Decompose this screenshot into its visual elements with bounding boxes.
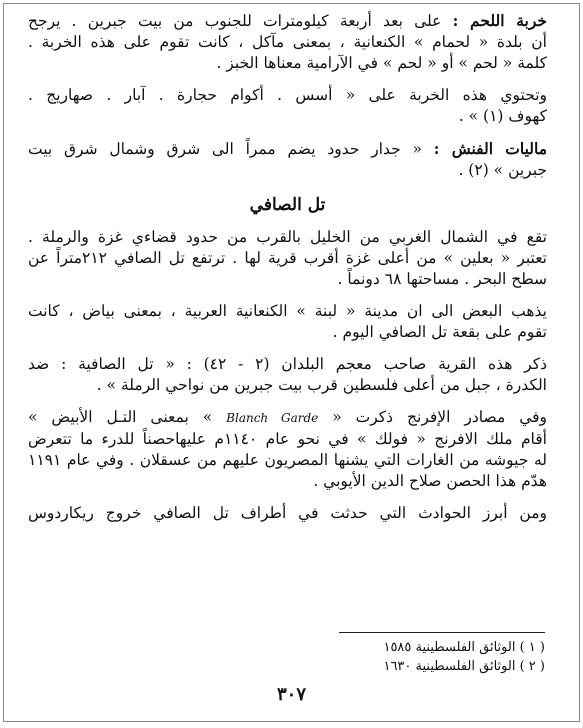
footnotes [383, 638, 545, 676]
page-number: ٣٠٧ [276, 684, 306, 705]
paragraph-1-line-1: تقع في الشمال الغربي من الخليل بالقرب من حدود قضاءي غزة والرملة . [28, 228, 547, 246]
paragraph-4-line-2: أقام ملك الافرنج « فولك » في نحو عام ١١٤٠م عليهاحصناً للدرء ما تتعرض [28, 430, 547, 448]
paragraph-2-line-2: تقوم على بقعة تل الصافي اليوم . [332, 323, 547, 341]
paragraph-5-line-1: ومن أبرز الحوادث التي حدثت في أطراف تل الصافي خروج ريكاردوس [28, 504, 547, 522]
latin-term: Blanch Garde [226, 411, 319, 425]
entry-fansh-line-1: ماليات الفنش : « جدار حدود يضم ممراً الى شرق وشمال شرق بيت [28, 139, 548, 158]
entry-khirbat-line-1: خربة اللحم : على بعد أربعة كيلومترات للجنوب من بيت جبرين . يرجح [28, 11, 547, 30]
entry-khirbat-line-3: كلمة « لحم » أو « لحم » في الآرامية معناها الخبز . [216, 54, 547, 72]
footnote-1: ( ١ ) الوثائق الفلسطينية ١٥٨٥ [383, 640, 545, 655]
paragraph-1-line-2: تعتبر « بعلين » من أعلى غزة أقرب قرية لها . ترتفع تل الصافي ٢١٢متراً عن [28, 249, 547, 267]
entry-fansh-line-2: جبرين » (٢) . [458, 161, 547, 179]
paragraph-1-line-3: سطح البحر . مساحتها ٦٨ دونماً . [337, 270, 547, 288]
footnote-2: ( ٢ ) الوثائق الفلسطينية ١٦٣٠ [383, 659, 545, 674]
page-body [28, 10, 547, 524]
entry-term: ماليات الفنش : [433, 139, 548, 158]
section-title: تل الصافي [249, 195, 326, 215]
book-page [3, 3, 580, 722]
entry-khirbat-para2-line-2: كهوف (١) » . [458, 107, 547, 125]
paragraph-2-line-1: يذهب البعض الى ان مدينة « لبنة » الكنعانية العربية ، بمعنى بياض ، كانت [28, 302, 547, 320]
paragraph-3-line-2: الكدرة ، جبل من أعلى فلسطين قرب بيت جبرين من نواحي الرملة » . [96, 376, 547, 394]
entry-khirbat-para2-line-1: وتحتوي هذه الخربة على « أسس . أكوام حجارة . آبار . صهاريج . [28, 86, 547, 104]
footnote-rule [339, 632, 545, 633]
paragraph-4-line-4: هدّم هذا الحصن صلاح الدين الأيوبي . [313, 472, 547, 490]
paragraph-4-line-3: له جيوشه من الغارات التي يشنها المصريون عليهم من عسقلان . وفي عام ١١٩١ [28, 451, 547, 469]
paragraph-3-line-1: ذكر هذه القرية صاحب معجم البلدان (٢ - ٤٢) : « تل الصافية : ضد [28, 355, 548, 373]
paragraph-4-line-1: وفي مصادر الإفرنج ذكرت « Blanch Garde » بمعنى التـل الأبيض » [28, 408, 548, 426]
entry-khirbat-line-2: أن بلدة « لحمام » الكنعانية ، بمعنى مآكل ، كانت تقوم على هذه الخربة . [28, 33, 547, 51]
entry-term: خربة اللحم : [452, 11, 547, 30]
